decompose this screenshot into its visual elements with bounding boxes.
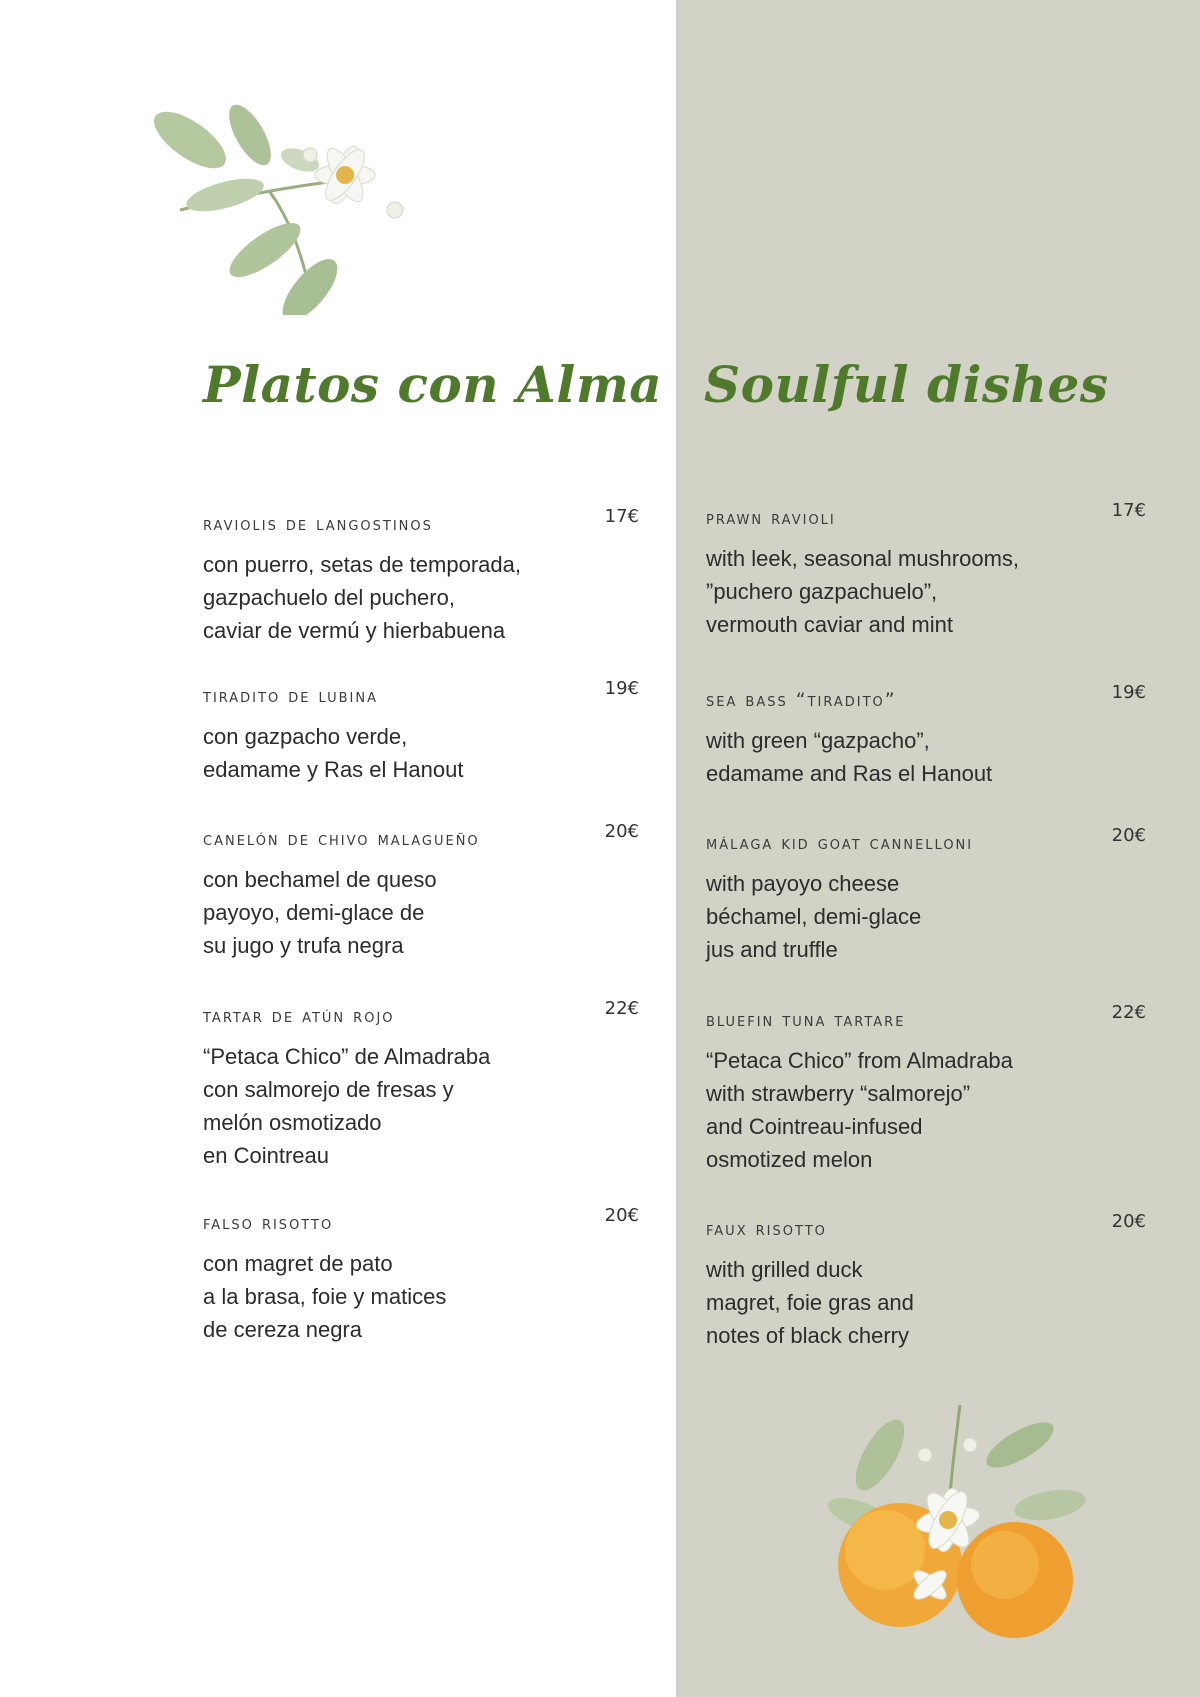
dish-name: canelón de chivo malagueño xyxy=(203,828,480,850)
menu-item xyxy=(706,500,1146,641)
dish-description xyxy=(203,863,639,962)
description-line: vermouth caviar and mint xyxy=(706,612,953,637)
menu-item xyxy=(706,1002,1146,1176)
description-line: with leek, seasonal mushrooms, xyxy=(706,546,1020,571)
dish-price: 20€ xyxy=(604,1205,639,1226)
dish-price: 19€ xyxy=(604,678,639,699)
dish-description xyxy=(203,548,639,647)
dish-name: sea bass “tiradito” xyxy=(706,689,897,711)
oranges-with-blossom-icon xyxy=(820,1385,1110,1645)
dish-description xyxy=(203,1040,639,1172)
dish-name: falso risotto xyxy=(203,1212,334,1234)
dish-description xyxy=(706,542,1146,641)
description-line: with strawberry “salmorejo” xyxy=(706,1081,971,1106)
description-line: “Petaca Chico” de Almadraba xyxy=(203,1044,491,1069)
description-line: edamame and Ras el Hanout xyxy=(706,761,993,786)
english-section-title: Soulful dishes xyxy=(704,355,1109,414)
dish-name: raviolis de langostinos xyxy=(203,513,433,535)
description-line: with green “gazpacho”, xyxy=(706,728,930,753)
description-line: jus and truffle xyxy=(706,937,838,962)
menu-item xyxy=(706,825,1146,966)
dish-name: tiradito de lubina xyxy=(203,685,378,707)
description-line: béchamel, demi-glace xyxy=(706,904,922,929)
dish-name: prawn ravioli xyxy=(706,507,836,529)
dish-description xyxy=(706,724,1146,790)
description-line: ”puchero gazpachuelo”, xyxy=(706,579,938,604)
orange-blossom-branch-icon xyxy=(150,100,430,315)
spanish-section-title: Platos con Alma xyxy=(203,355,663,414)
description-line: con magret de pato xyxy=(203,1251,393,1276)
dish-price: 20€ xyxy=(1111,825,1146,846)
menu-item xyxy=(706,1211,1146,1352)
description-line: a la brasa, foie y matices xyxy=(203,1284,447,1309)
dish-name: tartar de atún rojo xyxy=(203,1005,395,1027)
dish-name: faux risotto xyxy=(706,1218,827,1240)
dish-price: 22€ xyxy=(1111,1002,1146,1023)
dish-price: 20€ xyxy=(1111,1211,1146,1232)
description-line: caviar de vermú y hierbabuena xyxy=(203,618,506,643)
dish-name: bluefin tuna tartare xyxy=(706,1009,906,1031)
dish-description xyxy=(203,720,639,786)
description-line: with grilled duck xyxy=(706,1257,863,1282)
description-line: payoyo, demi-glace de xyxy=(203,900,425,925)
menu-item xyxy=(706,682,1146,790)
dish-description xyxy=(706,1253,1146,1352)
description-line: de cereza negra xyxy=(203,1317,362,1342)
description-line: con gazpacho verde, xyxy=(203,724,408,749)
dish-price: 17€ xyxy=(604,506,639,527)
dish-price: 17€ xyxy=(1111,500,1146,521)
menu-item xyxy=(203,1205,639,1346)
dish-price: 19€ xyxy=(1111,682,1146,703)
dish-price: 20€ xyxy=(604,821,639,842)
menu-item xyxy=(203,506,639,647)
description-line: en Cointreau xyxy=(203,1143,329,1168)
description-line: magret, foie gras and xyxy=(706,1290,914,1315)
dish-description xyxy=(706,1044,1146,1176)
description-line: with payoyo cheese xyxy=(706,871,900,896)
description-line: gazpachuelo del puchero, xyxy=(203,585,455,610)
description-line: con puerro, setas de temporada, xyxy=(203,552,521,577)
dish-name: málaga kid goat cannelloni xyxy=(706,832,974,854)
menu-item xyxy=(203,821,639,962)
description-line: con bechamel de queso xyxy=(203,867,437,892)
description-line: and Cointreau-infused xyxy=(706,1114,923,1139)
description-line: “Petaca Chico” from Almadraba xyxy=(706,1048,1013,1073)
dish-description xyxy=(706,867,1146,966)
dish-price: 22€ xyxy=(604,998,639,1019)
description-line: su jugo y trufa negra xyxy=(203,933,404,958)
menu-item xyxy=(203,678,639,786)
menu-item xyxy=(203,998,639,1172)
description-line: con salmorejo de fresas y xyxy=(203,1077,454,1102)
description-line: notes of black cherry xyxy=(706,1323,909,1348)
description-line: melón osmotizado xyxy=(203,1110,382,1135)
description-line: edamame y Ras el Hanout xyxy=(203,757,464,782)
dish-description xyxy=(203,1247,639,1346)
description-line: osmotized melon xyxy=(706,1147,873,1172)
